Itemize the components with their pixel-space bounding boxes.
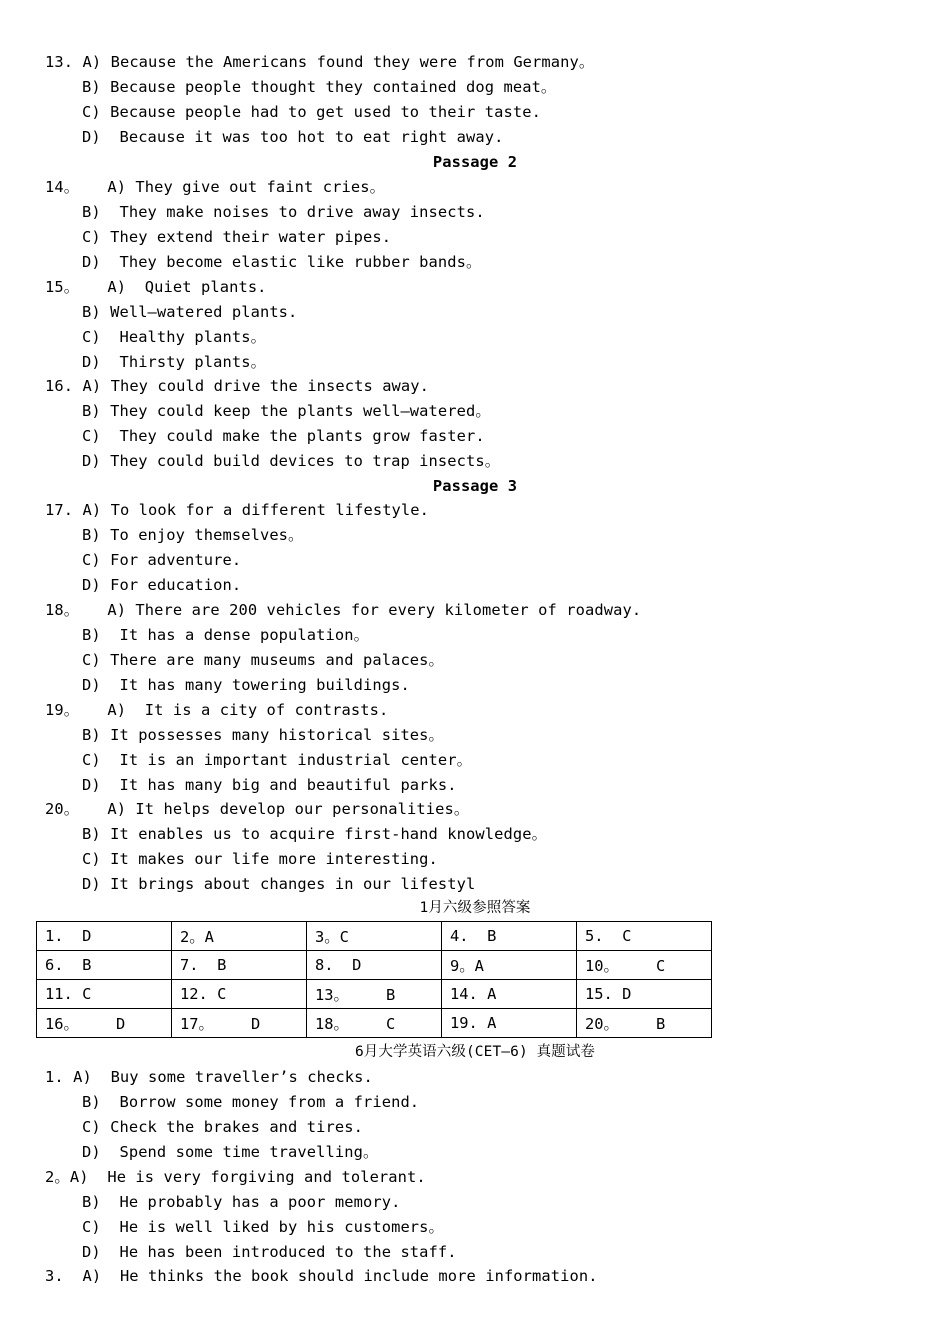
question-number: 13. [45,53,74,71]
question-16 [45,374,429,399]
question-number: 15。 [45,278,80,296]
question-3 [45,1264,598,1289]
answer-cell: 14. A [442,980,577,1009]
option-b: B) Well—watered plants. [82,303,298,321]
question-2 [45,1165,426,1190]
question-20 [45,797,469,822]
answer-cell: 2。A [172,922,307,951]
answer-cell: 6. B [37,951,172,980]
option-d: D) He has been introduced to the staff. [82,1243,457,1261]
option-a: A) Quiet plants. [79,278,267,296]
option-b: B) They make noises to drive away insects. [82,203,485,221]
option-b: B) It enables us to acquire first-hand knowledge。 [82,825,548,843]
question-13 [45,50,594,75]
question-18 [45,598,641,623]
answer-cell: 13。 B [307,980,442,1009]
question-number: 16. [45,377,74,395]
question-19 [45,698,388,723]
answer-key-title: 1月六级参照答案 [419,900,531,916]
question-number: 2。 [45,1168,70,1186]
option-a: A) To look for a different lifestyle. [82,501,430,519]
answer-cell: 8. D [307,951,442,980]
option-c: C) There are many museums and palaces。 [82,651,445,669]
option-b: B) To enjoy themselves。 [82,526,304,544]
answer-cell: 15. D [577,980,712,1009]
option-a: A) There are 200 vehicles for every kilometer of roadway. [79,601,642,619]
answer-cell: 16。 D [37,1009,172,1038]
option-b: B) They could keep the plants well—watered。 [82,402,491,420]
answer-cell: 7. B [172,951,307,980]
option-c: C) It makes our life more interesting. [82,850,438,868]
option-b: B) Because people thought they contained dog meat。 [82,78,557,96]
answer-key-table [36,921,712,1038]
question-number: 19。 [45,701,80,719]
question-number: 17. [45,501,74,519]
question-17 [45,498,429,523]
table-row [37,980,712,1009]
question-number: 1. [45,1068,64,1086]
answer-cell: 20。 B [577,1009,712,1038]
answer-cell: 1. D [37,922,172,951]
option-a: A) It helps develop our personalities。 [79,800,470,818]
question-15 [45,275,267,300]
question-number: 20。 [45,800,80,818]
answer-cell: 9。A [442,951,577,980]
option-c: C) He is well liked by his customers。 [82,1218,445,1236]
option-c: C) It is an important industrial center。 [82,751,473,769]
option-d: D) Thirsty plants。 [82,353,267,371]
answer-cell: 5. C [577,922,712,951]
option-b: B) It possesses many historical sites。 [82,726,445,744]
option-b: B) Borrow some money from a friend. [82,1093,420,1111]
option-d: D) Spend some time travelling。 [82,1143,379,1161]
option-d: D) Because it was too hot to eat right away. [82,128,504,146]
option-d: D) For education. [82,576,242,594]
option-a: A) Buy some traveller’s checks. [63,1068,373,1086]
passage-3-heading: Passage 3 [432,477,518,495]
option-d: D) It brings about changes in our lifestyl [82,875,476,893]
option-a: A) It is a city of contrasts. [79,701,389,719]
answer-cell: 10。 C [577,951,712,980]
option-d: D) It has many big and beautiful parks. [82,776,457,794]
answer-cell: 18。 C [307,1009,442,1038]
answer-cell: 3。C [307,922,442,951]
option-c: C) Healthy plants。 [82,328,267,346]
answer-cell: 19. A [442,1009,577,1038]
question-number: 14。 [45,178,80,196]
option-a: A) Because the Americans found they were from Germany。 [82,53,595,71]
option-d: D) They become elastic like rubber bands。 [82,253,482,271]
option-b: B) He probably has a poor memory. [82,1193,401,1211]
question-number: 3. [45,1267,64,1285]
question-14 [45,175,385,200]
option-b: B) It has a dense population。 [82,626,370,644]
option-c: C) They extend their water pipes. [82,228,392,246]
option-c: C) Because people had to get used to their taste. [82,103,541,121]
exam-title: 6月大学英语六级(CET—6) 真题试卷 [354,1044,596,1060]
option-c: C) They could make the plants grow faster. [82,427,485,445]
option-a: A) He thinks the book should include more information. [73,1267,598,1285]
option-d: D) It has many towering buildings. [82,676,410,694]
answer-cell: 17。 D [172,1009,307,1038]
option-a: A) They could drive the insects away. [82,377,430,395]
answer-cell: 12. C [172,980,307,1009]
option-a: A) He is very forgiving and tolerant. [69,1168,426,1186]
answer-cell: 4. B [442,922,577,951]
table-row [37,922,712,951]
passage-2-heading: Passage 2 [432,153,518,171]
option-d: D) They could build devices to trap insects。 [82,452,501,470]
table-row [37,951,712,980]
option-a: A) They give out faint cries。 [79,178,386,196]
question-number: 18。 [45,601,80,619]
answer-cell: 11. C [37,980,172,1009]
option-c: C) For adventure. [82,551,242,569]
question-1 [45,1065,373,1090]
table-row [37,1009,712,1038]
option-c: C) Check the brakes and tires. [82,1118,363,1136]
